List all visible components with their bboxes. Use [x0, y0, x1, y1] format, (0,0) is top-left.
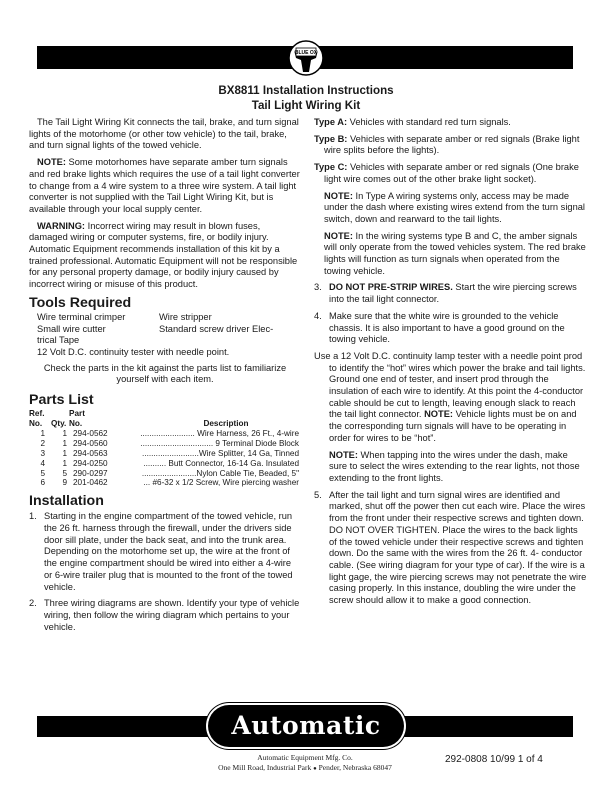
col-header-description: Description: [203, 418, 249, 428]
tester-text-2: Vehicle lights must be on and the corresponding turn signals will have to be operating in order for wires to be “hot”.: [329, 409, 577, 443]
type-b-label: Type B:: [314, 133, 348, 144]
part-qty: 5: [62, 468, 67, 478]
part-number: 201-0462: [73, 478, 108, 488]
note-text: In Type A wiring systems only, access may be made under the dash where existing wires extend from the turn signal switch, down and rearward to the tail lights.: [324, 190, 585, 224]
part-ref: 5: [40, 468, 45, 478]
check-parts-note: Check the parts in the kit against the parts list to familiarize yourself with each item.: [43, 362, 287, 385]
note-dash: [314, 450, 588, 485]
tester-paragraph: [314, 351, 588, 445]
part-description: ........................Nylon Cable Tie, Beaded, 5": [141, 468, 299, 478]
table-row: [29, 459, 299, 469]
part-description: ................................ 9 Terminal Diode Block: [140, 438, 299, 448]
part-qty: 9: [62, 478, 67, 488]
step-3: [314, 282, 588, 305]
bullet-icon: ●: [313, 766, 317, 772]
step-text: Make sure that the white wire is grounded to the vehicle chassis. It is also important to have a good ground on the towing vehicle.: [329, 310, 565, 345]
warning-text: Incorrect wiring may result in blown fuses, damaged wiring or computer systems, fire, or bodily injury. Automatic Equipment recommends installation of this kit by a trained professional. Automatic Equipment will not be responsible for any personal property damage, or bodily injury caused by incorrect wiring or misuse of this product.: [29, 220, 298, 290]
warning-label: WARNING:: [37, 220, 86, 231]
note-text: In the wiring systems type B and C, the amber signals will only operate from the towed vehicles system. The red brake lights will function as turn signals when operated from the towing vehicle.: [324, 230, 586, 276]
parts-table: [29, 409, 299, 488]
tool-item: Small wire cutter: [37, 323, 106, 334]
part-number: 294-0560: [73, 438, 108, 448]
part-description: ........................ Wire Harness, 26 Ft., 4-wire: [140, 428, 299, 438]
table-row: [29, 449, 299, 459]
step-number: 1.: [29, 511, 37, 522]
tool-item: Standard screw driver Elec-: [159, 323, 274, 334]
part-description: ... #6-32 x 1/2 Screw, Wire piercing washer: [143, 478, 299, 488]
intro-note: [29, 157, 301, 216]
type-b: [314, 134, 588, 157]
step-1: [29, 511, 301, 593]
tool-item: Wire stripper: [159, 311, 212, 322]
type-a-label: Type A:: [314, 117, 348, 127]
installation-heading: Installation: [29, 493, 104, 510]
tester-text: Use a 12 Volt D.C. continuity lamp tester with a needle point prod to identify the “hot” wires which power the brake and tail lights. Ground one end of tester, and insert prod through the insulation of each wire to identify. At this point the 4-conductor cable should be cut to length, leaving enough slack to reach the tail light connector.: [314, 350, 586, 420]
tools-list: [29, 312, 301, 359]
tool-item: trical Tape: [37, 335, 80, 346]
note-label: NOTE:: [329, 449, 358, 460]
company-name: Automatic Equipment Mfg. Co.: [257, 753, 353, 762]
part-ref: 2: [40, 438, 45, 448]
col-header-part: Part: [69, 409, 85, 419]
tool-item: Wire terminal crimper: [37, 311, 126, 322]
col-header-ref-no: No.: [29, 418, 43, 428]
type-a-text: Vehicles with standard red turn signals.: [347, 117, 511, 127]
type-a: [314, 117, 588, 129]
col-header-ref: Ref.: [29, 409, 45, 419]
logo-text: Automatic: [231, 711, 381, 741]
step-3-label: DO NOT PRE-STRIP WIRES.: [329, 282, 453, 293]
intro-paragraph: The Tail Light Wiring Kit connects the tail, brake, and turn signal lights of the motorhome (or other tow vehicle) to the tail, brake, and turn signal lights of the towed vehicle.: [29, 117, 299, 151]
document-subtitle: Tail Light Wiring Kit: [251, 99, 361, 112]
part-qty: 1: [62, 428, 67, 438]
table-row: [29, 429, 299, 439]
blue-ox-logo: [288, 38, 324, 78]
type-c-text: Vehicles with separate amber or red signals (One brake light wire comes out of the other brake light socket).: [324, 162, 579, 184]
step-2: [29, 598, 301, 633]
step-5: [314, 490, 588, 607]
part-ref: 6: [40, 478, 45, 488]
part-qty: 1: [62, 438, 67, 448]
note-label: NOTE:: [324, 190, 353, 201]
step-number: 5.: [314, 489, 322, 500]
document-title: BX8811 Installation Instructions: [218, 84, 394, 97]
note-label: NOTE:: [424, 409, 454, 420]
type-b-text: Vehicles with separate amber or red signals (Brake light wire splits before the lights).: [324, 133, 580, 156]
table-row: [29, 478, 299, 488]
tools-heading: Tools Required: [29, 294, 132, 311]
part-ref: 3: [40, 448, 45, 458]
col-header-qty: Qty.: [51, 418, 67, 428]
note-type-a: [314, 191, 588, 226]
warning: [29, 221, 301, 291]
part-number: 294-0562: [73, 428, 108, 438]
note-type-bc: [314, 231, 588, 278]
part-number: 290-0297: [73, 468, 108, 478]
automatic-logo: [208, 705, 404, 747]
note-label: NOTE:: [37, 157, 66, 168]
company-address: [160, 763, 450, 775]
step-number: 3.: [314, 282, 322, 293]
col-header-part-no: No.: [69, 418, 83, 428]
step-text: Starting in the engine compartment of the towed vehicle, run the 26 ft. harness through the firewall, under the drivers side door sill plate, under the back seat, and into the trunk area. Depending on the motorhome set up, the wire at the front of the engine compartment should be wired into either a 4-wire or 6-wire trailer plug that is mounted to the front of the towed vehicle.: [44, 511, 293, 592]
type-c-label: Type C:: [314, 162, 348, 173]
note-text: Some motorhomes have separate amber turn signals and red brake lights which requires the use of a tail light converter to change from a 4 wire system to a three wire system. A tail light converter is not supplied with the Tail Light Wiring Kit, but is available through your local supply center.: [29, 157, 300, 214]
part-ref: 1: [40, 428, 45, 438]
part-qty: 1: [62, 448, 67, 458]
part-number: 294-0250: [73, 458, 108, 468]
step-text: Start the wire piercing screws into the tail light connector.: [329, 282, 577, 305]
left-column: [29, 117, 301, 633]
step-text: After the tail light and turn signal wires are identified and marked, shut off the power then cut each wire. Place the wires from the front under their respective screws and tighten down. DO NOT OVER TIGHTEN. Place the wires to the back lights of the towed vehicle under their respective screws and tighten down. Do the same with the wires from the 26 ft. 4- conductor cable. (See wiring diagram for your type of car). If the wire is a light gage, the wire piercing screws may not penetrate the wire casing properly. In this instance, doubling the wire under the screw should allow it to make a good connection.: [329, 489, 587, 606]
note-label: NOTE:: [324, 230, 353, 241]
parts-heading: Parts List: [29, 392, 94, 409]
address-line: One Mill Road, Industrial Park: [218, 763, 312, 772]
logo-text: BLUE OX: [294, 50, 318, 56]
table-row: [29, 439, 299, 449]
part-number: 294-0563: [73, 448, 108, 458]
table-row: [29, 469, 299, 479]
step-number: 2.: [29, 598, 37, 609]
step-4: [314, 311, 588, 346]
type-c: [314, 162, 588, 185]
right-column: [314, 117, 588, 607]
tool-item: 12 Volt D.C. continuity tester with needle point.: [37, 346, 230, 357]
part-description: .........................Wire Splitter, 14 Ga, Tinned: [142, 448, 299, 458]
document-number: 292-0808 10/99 1 of 4: [445, 754, 543, 765]
address-city: Pender, Nebraska 68047: [318, 763, 392, 772]
part-qty: 1: [62, 458, 67, 468]
part-ref: 4: [40, 458, 45, 468]
part-description: .......... Butt Connector, 16-14 Ga. Insulated: [143, 458, 299, 468]
step-number: 4.: [314, 310, 322, 321]
note-text: When tapping into the wires under the dash, make sure to select the wires extending to the rear lights, not those extending to the front lights.: [329, 449, 580, 483]
step-text: Three wiring diagrams are shown. Identify your type of vehicle wiring, then follow the wiring diagram which pertains to your vehicle.: [44, 598, 300, 632]
